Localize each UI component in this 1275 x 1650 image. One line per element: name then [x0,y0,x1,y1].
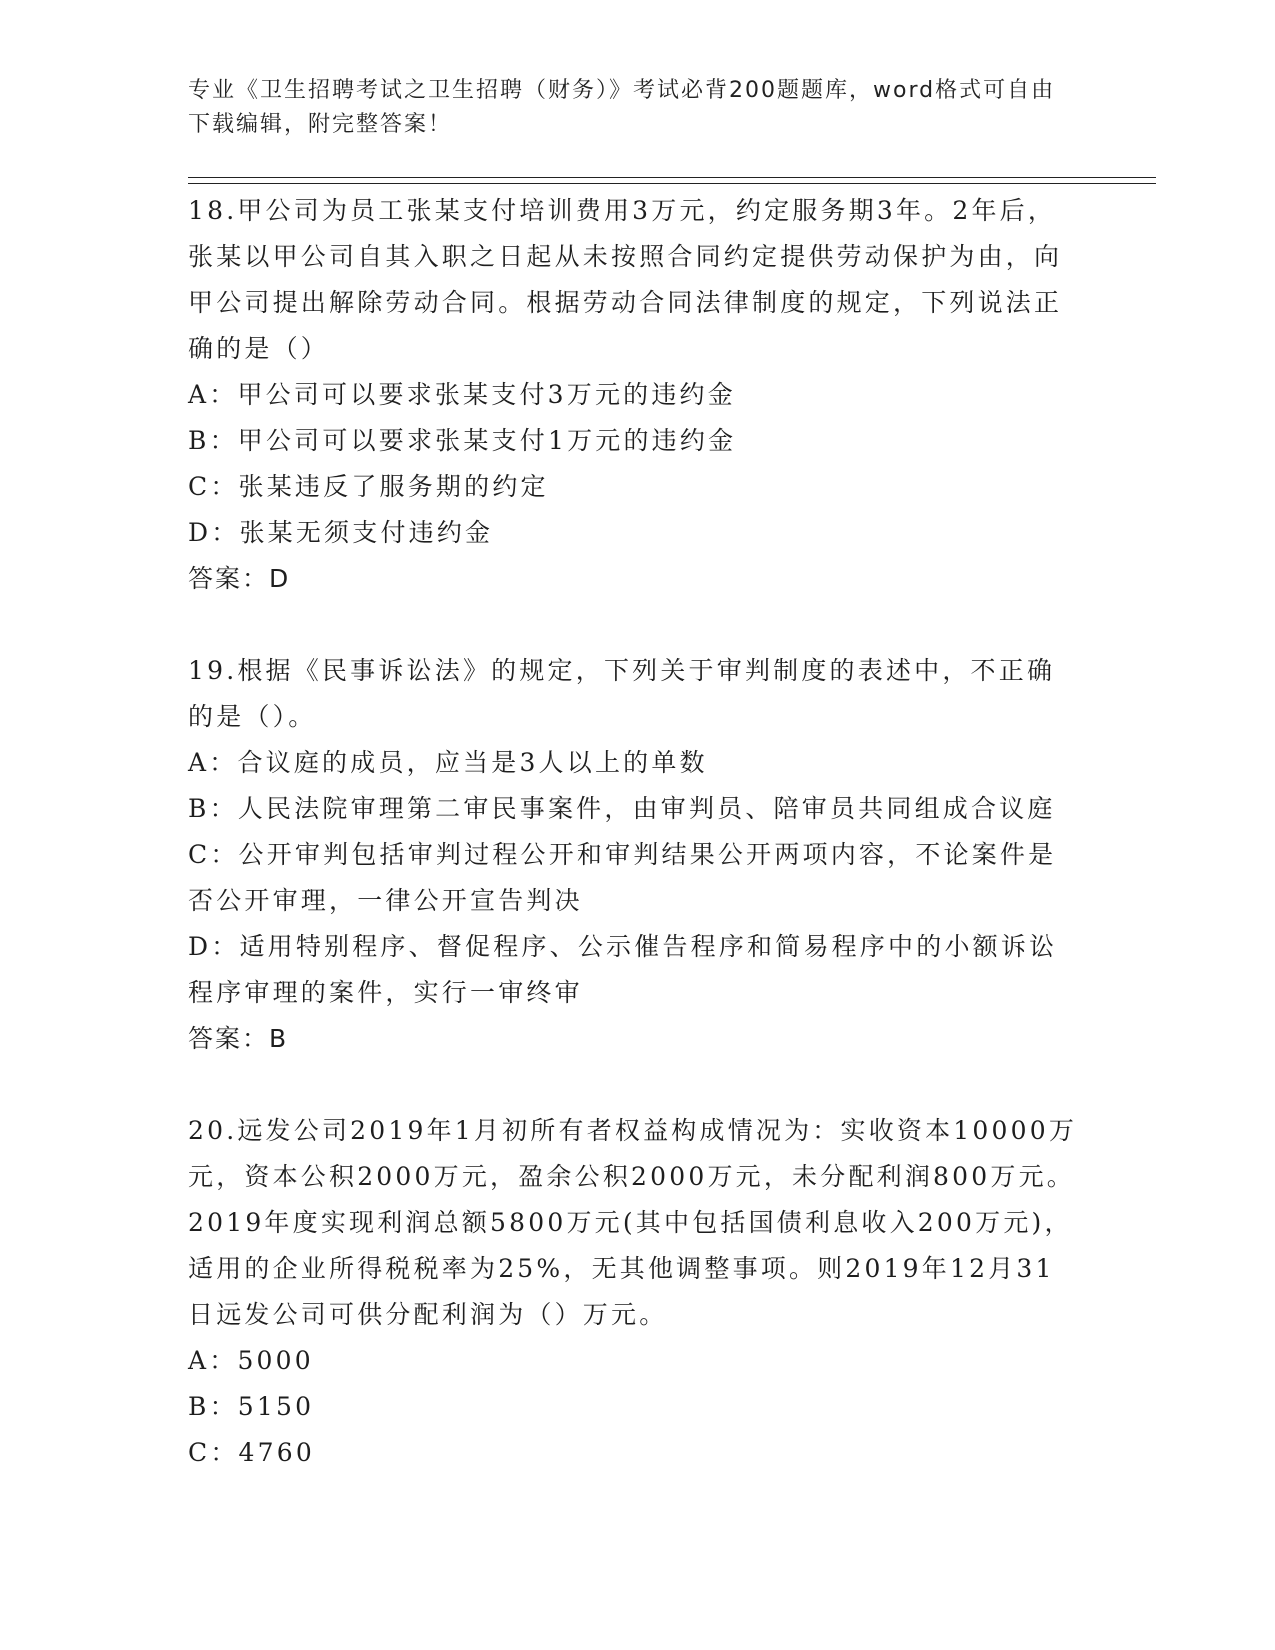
option-a: A：甲公司可以要求张某支付3万元的违约金 [188,380,736,409]
option-c: C：公开审判包括审判过程公开和审判结果公开两项内容，不论案件是否公开审理，一律公开宣告判决 [188,840,1057,915]
question-20 [188,1108,1078,1476]
answer-line: 答案：D [188,564,291,593]
option-b: B：甲公司可以要求张某支付1万元的违约金 [188,426,737,455]
option-a: A：合议庭的成员，应当是3人以上的单数 [188,748,708,777]
option-c: C：张某违反了服务期的约定 [188,472,549,501]
header-text: 专业《卫生招聘考试之卫生招聘（财务）》考试必背200题题库，word格式可自由下载编辑，附完整答案！ [188,78,1056,137]
option-c: C：4760 [188,1438,315,1467]
question-19 [188,648,1078,1062]
option-d: D：张某无须支付违约金 [188,518,494,547]
question-18 [188,188,1078,602]
option-b: B：人民法院审理第二审民事案件，由审判员、陪审员共同组成合议庭 [188,794,1056,823]
answer-line: 答案：B [188,1024,289,1053]
question-stem: 18.甲公司为员工张某支付培训费用3万元，约定服务期3年。2年后，张某以甲公司自其入职之日起从未按照合同约定提供劳动保护为由，向甲公司提出解除劳动合同。根据劳动合同法律制度的规定，下列说法正确的是（） [188,196,1063,363]
question-stem: 19.根据《民事诉讼法》的规定，下列关于审判制度的表述中，不正确的是（）。 [188,656,1056,731]
question-list [188,188,1078,1476]
question-stem: 20.远发公司2019年1月初所有者权益构成情况为：实收资本10000万元，资本公积2000万元，盈余公积2000万元，未分配利润800万元。2019年度实现利润总额5800万元(其中包括国债利息收入200万元)，适用的企业所得税税率为25%，无其他调整事项。则2019年12月31日远发公司可供分配利润为（）万元。 [188,1116,1078,1329]
option-a: A：5000 [188,1346,314,1375]
header-rule-thin [188,177,1156,178]
header-rule-thick [188,183,1156,184]
document-header [188,74,1068,142]
option-b: B：5150 [188,1392,315,1421]
option-d: D：适用特别程序、督促程序、公示催告程序和简易程序中的小额诉讼程序审理的案件，实行一审终审 [188,932,1058,1007]
